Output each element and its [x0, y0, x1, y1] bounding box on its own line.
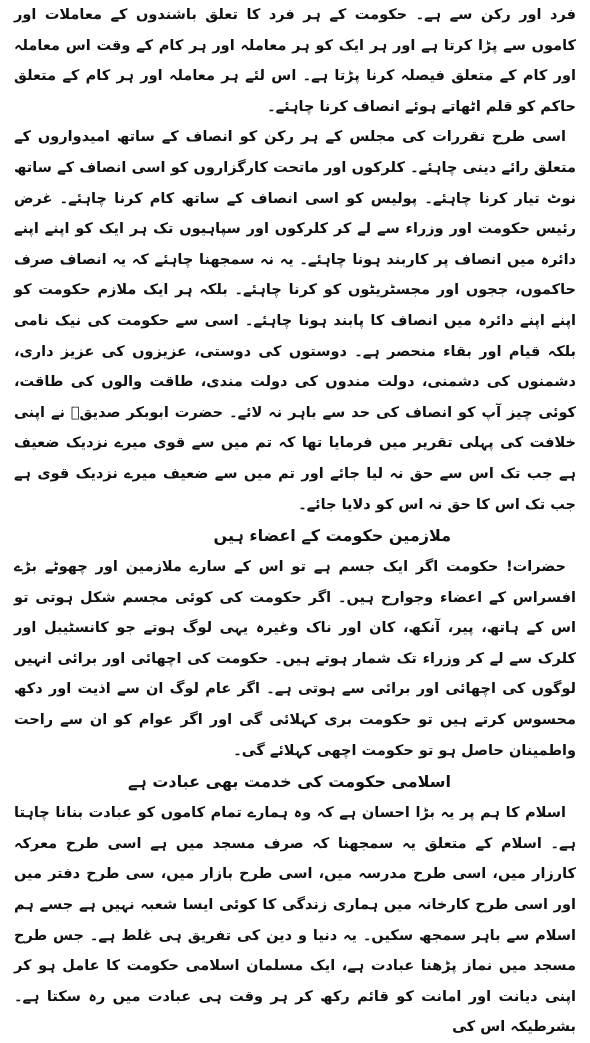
paragraph-service-worship: اسلام کا ہم پر یہ بڑا احسان ہے کہ وہ ہمارے تمام کاموں کو عبادت بنانا چاہتا ہے۔ اسلام کے متعلق یہ سمجھنا کہ صرف مسجد میں ہے اسی طرح معرکہ کارزار میں، اسی طرح مدرسہ میں، اسی طرح بازار میں، سی طرح دفتر میں اور اسی طرح کارخانہ میں ہماری زندگی کا کوئی ایسا شعبہ نہیں ہے جسے ہم اسلام سے باہر سمجھ سکیں۔ یہ دنیا و دین کی تفریق ہی غلط ہے۔ جس طرح مسجد میں نماز پڑھنا عبادت ہے، ایک مسلمان اسلامی حکومت کا عامل ہو کر اپنی دیانت اور امانت کو قائم رکھ کر ہر وقت ہی عبادت میں رہ سکتا ہے۔ بشرطیکہ اس کی: [14, 805, 576, 1036]
paragraph-justice-duty: اسی طرح تقررات کی مجلس کے ہر رکن کو انصاف کے ساتھ امیدواروں کے متعلق رائے دینی چاہئے۔ کلرکوں اور ماتحت کارگزاروں کو اسی انصاف کے ساتھ نوٹ تیار کرنا چاہئے۔ پولیس کو اسی انصاف کے ساتھ کام کرنا چاہئے۔ غرض رئیس حکومت اور وزراء سے لے کر کلرکوں اور سپاہیوں تک ہر ایک کو اپنے اپنے دائرہ میں انصاف پر کاربند ہونا چاہئے۔ یہ نہ سمجھنا چاہئے کہ یہ انصاف صرف حاکموں، ججوں اور مجسٹریٹوں کو کرنا چاہئے۔ بلکہ ہر ایک ملازم حکومت کو اپنے اپنے دائرہ میں انصاف کا پابند ہونا چاہئے۔ اسی سے حکومت کی نیک نامی بلکہ قیام اور بقاء منحصر ہے۔ دوستوں کی دوستی، عزیزوں کی عزیز داری، دشمنوں کی دشمنی، دولت مندوں کی دولت مندی، طاقت والوں کی طاقت، کوئی چیز آپ کو انصاف کی حد سے باہر نہ لائے۔ حضرت ابوبکر صدیقؓ نے اپنی خلافت کی پہلی تقریر میں فرمایا تھا کہ تم میں سے قوی میرے نزدیک ضعیف ہے جب تک اس سے حق نہ لیا جائے اور تم میں سے ضعیف میرے نزدیک قوی ہے جب تک اس کا حق نہ اس کو دلایا جائے۔: [14, 129, 576, 513]
document-page: [14, 0, 576, 1036]
paragraph-employees-limbs: حضرات! حکومت اگر ایک جسم ہے تو اس کے سارے ملازمین اور چھوٹے بڑے افسراس کے اعضاء وجوارح ہیں۔ اگر حکومت کی کوئی مجسم شکل ہوتی تو اس کے ہاتھ، پیر، آنکھ، کان اور ناک وغیرہ یہی لوگ ہوتے جو کانسٹیبل اور کلرک سے لے کر وزراء تک شمار ہوتے ہیں۔ حکومت کی اچھائی اور برائی انہیں لوگوں کی اچھائی اور برائی سے ہوتی ہے۔ اگر عام لوگ ان سے اذیت اور دکھ محسوس کرتے ہیں تو حکومت بری کہلائی گی اور اگر عوام کو ان سے راحت واطمینان حاصل ہو تو حکومت اچھی کہلائے گی۔: [14, 559, 576, 759]
section-heading-service-worship: اسلامی حکومت کی خدمت بھی عبادت ہے: [128, 772, 451, 792]
section-heading-employees: ملازمین حکومت کے اعضاء ہیں: [213, 526, 451, 546]
paragraph-justice-intro: فرد اور رکن سے ہے۔ حکومت کے ہر فرد کا تعلق باشندوں کے معاملات اور کاموں سے پڑا کرتا ہے اور ہر ایک کو ہر معاملہ اور ہر کام کے وقت اس معاملہ اور کام کے متعلق فیصلہ کرنا پڑتا ہے۔ اس لئے ہر معاملہ اور ہر کام کے متعلق حاکم کو قلم اٹھاتے ہوئے انصاف کرنا چاہئے۔: [14, 7, 576, 115]
